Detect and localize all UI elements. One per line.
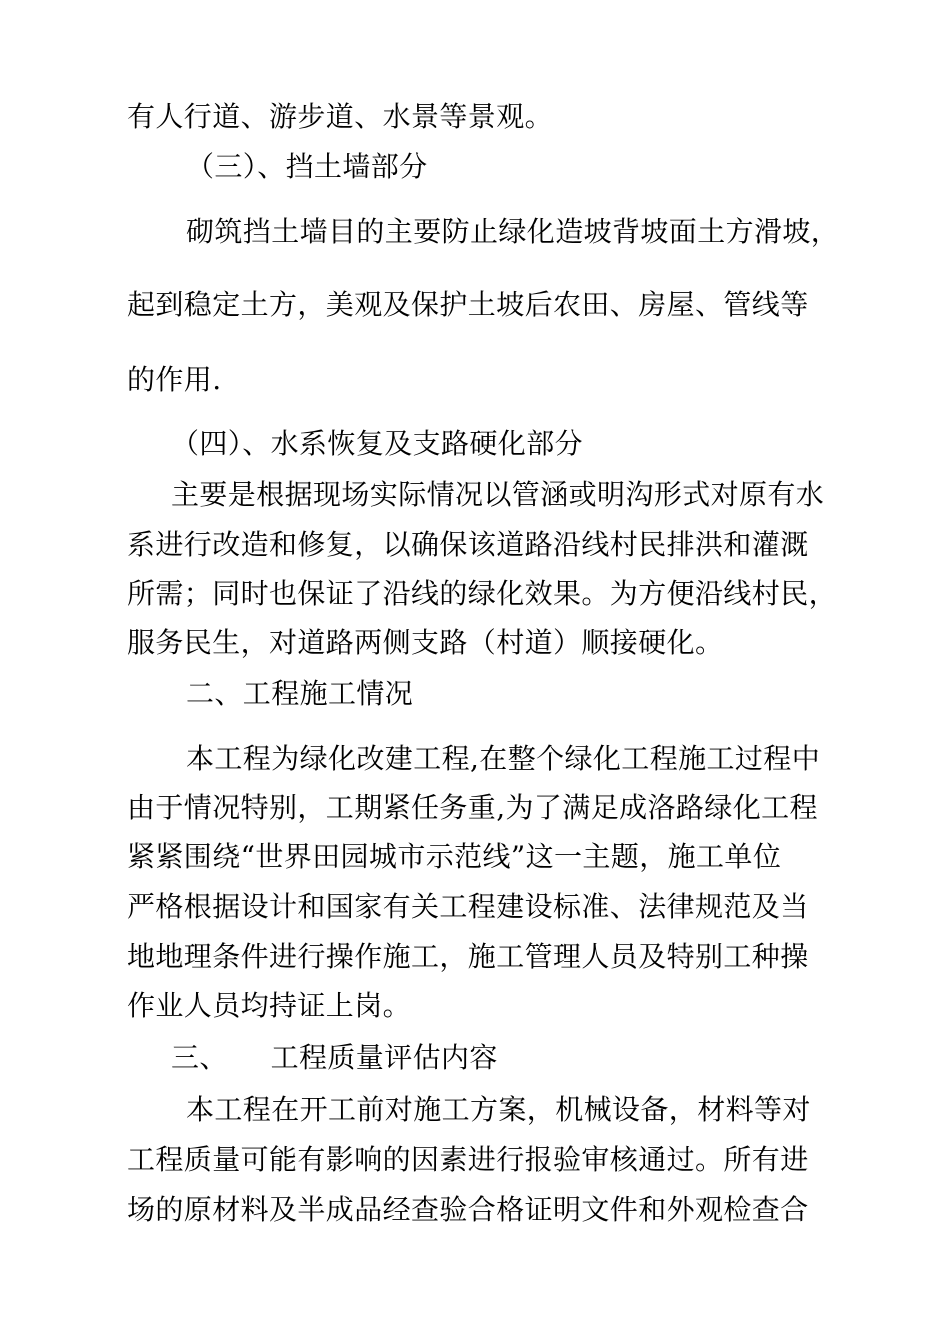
text-line-1: 有人行道、游步道、水景等景观。 [127,100,554,133]
text-line-3: 砌筑挡土墙目的主要防止绿化造坡背坡面土方滑坡， [186,215,840,248]
section-heading-construction: 二、工程施工情况 [186,677,414,710]
text-line-7: 主要是根据现场实际情况以管涵或明沟形式对原有水 [171,478,825,511]
text-line-8: 系进行改造和修复，以确保该道路沿线村民排洪和灌溉 [127,528,809,561]
text-line-12: 本工程为绿化改建工程,在整个绿化工程施工过程中 [186,742,821,775]
text-line-4: 起到稳定土方，美观及保护土坡后农田、房屋、管线等 [127,288,809,321]
section-heading-quality: 三、 工程质量评估内容 [171,1041,498,1074]
text-line-21: 场的原材料及半成品经查验合格证明文件和外观检查合 [127,1193,809,1226]
text-line-5: 的作用. [127,363,222,396]
text-line-20: 工程质量可能有影响的因素进行报验审核通过。所有进 [127,1143,809,1176]
section-heading-water-system: （四）、水系恢复及支路硬化部分 [171,427,584,460]
text-line-13: 由于情况特别，工期紧任务重,为了满足成洛路绿化工程 [127,791,818,824]
section-heading-retaining-wall: （三）、挡土墙部分 [186,150,428,183]
text-line-15: 严格根据设计和国家有关工程建设标准、法律规范及当 [127,890,809,923]
text-line-19: 本工程在开工前对施工方案，机械设备，材料等对 [186,1093,811,1126]
text-line-10: 服务民生，对道路两侧支路（村道）顺接硬化。 [127,626,724,659]
text-line-17: 作业人员均持证上岗。 [127,989,412,1022]
text-line-14: 紧紧围绕“世界田园城市示范线”这一主题，施工单位 [127,840,782,873]
text-line-9: 所需；同时也保证了沿线的绿化效果。为方便沿线村民， [127,577,838,610]
text-line-16: 地地理条件进行操作施工，施工管理人员及特别工种操 [127,940,809,973]
